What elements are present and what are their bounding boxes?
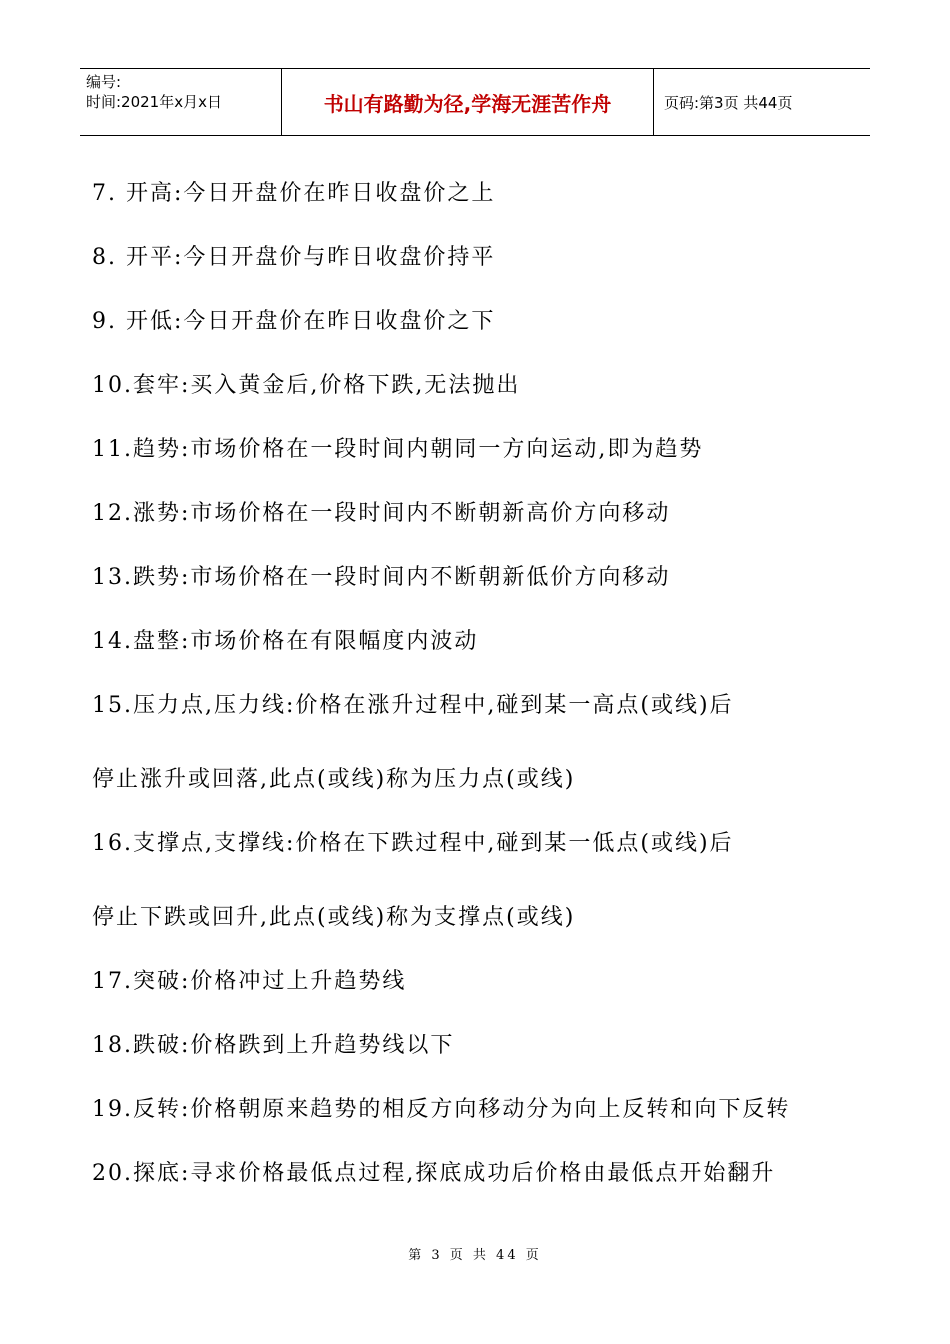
term-line: 15.压力点,压力线:价格在涨升过程中,碰到某一高点(或线)后 [92,693,734,718]
term-line: 11.趋势:市场价格在一段时间内朝同一方向运动,即为趋势 [92,437,704,462]
term-line: 12.涨势:市场价格在一段时间内不断朝新高价方向移动 [92,501,671,526]
term-line: 18.跌破:价格跌到上升趋势线以下 [92,1033,455,1058]
term-line: 10.套牢:买入黄金后,价格下跌,无法抛出 [92,373,521,398]
term-line: 19.反转:价格朝原来趋势的相反方向移动分为向上反转和向下反转 [92,1097,791,1122]
document-body [92,172,872,1216]
term-line: 17.突破:价格冲过上升趋势线 [92,969,407,994]
term-line-continuation: 停止涨升或回落,此点(或线)称为压力点(或线) [92,767,576,792]
term-line: 8. 开平:今日开盘价与昨日收盘价持平 [92,245,496,270]
term-line: 16.支撑点,支撑线:价格在下跌过程中,碰到某一低点(或线)后 [92,831,734,856]
term-line: 13.跌势:市场价格在一段时间内不断朝新低价方向移动 [92,565,671,590]
term-line: 14.盘整:市场价格在有限幅度内波动 [92,629,479,654]
doc-number-label: 编号: [86,73,122,91]
header-page-info: 页码:第3页 共44页 [664,93,793,112]
term-line: 9. 开低:今日开盘价在昨日收盘价之下 [92,309,496,334]
header-motto: 书山有路勤为径,学海无涯苦作舟 [282,69,654,135]
term-line-continuation: 停止下跌或回升,此点(或线)称为支撑点(或线) [92,905,576,930]
term-line: 20.探底:寻求价格最低点过程,探底成功后价格由最低点开始翻升 [92,1161,776,1186]
page-header [80,68,870,136]
time-label: 时间:2021年x月x日 [86,93,222,111]
header-meta [80,69,282,135]
page-footer: 第 3 页 共 44 页 [408,1248,542,1263]
term-line: 7. 开高:今日开盘价在昨日收盘价之上 [92,181,496,206]
